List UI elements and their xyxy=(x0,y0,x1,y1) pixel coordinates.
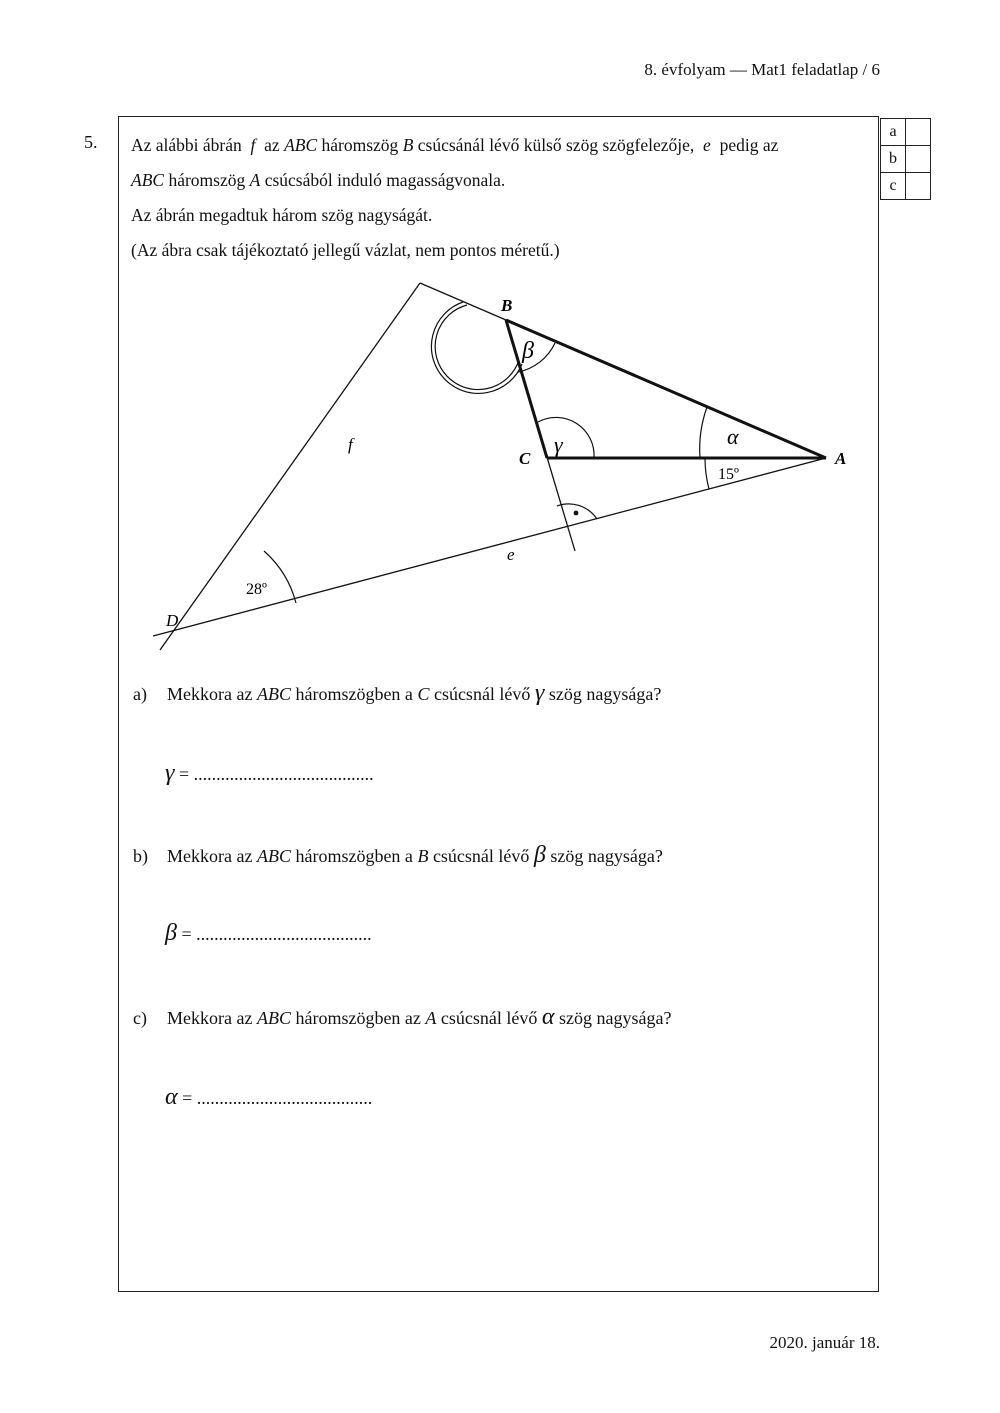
score-label-b: b xyxy=(881,146,906,173)
task-intro xyxy=(131,128,871,268)
page-footer: 2020. január 18. xyxy=(769,1333,880,1352)
label-C: C xyxy=(519,449,531,468)
label-alpha: α xyxy=(727,424,739,449)
score-cell-c[interactable] xyxy=(906,173,931,200)
label-angle-15: 15º xyxy=(718,466,739,483)
alpha-arc xyxy=(700,407,707,458)
intro-line-2: ABC háromszög A csúcsából induló magasságvonala. xyxy=(131,170,506,190)
line-f xyxy=(160,283,420,650)
score-cell-b[interactable] xyxy=(906,146,931,173)
angle-28-arc xyxy=(264,551,296,603)
label-f: f xyxy=(348,435,353,454)
question-a: a) Mekkora az ABC háromszögben a C csúcsnál lévő γ szög nagysága? xyxy=(133,680,662,706)
page-header: 8. évfolyam — Mat1 feladatlap / 6 xyxy=(644,60,880,79)
score-box xyxy=(880,118,931,200)
label-B: B xyxy=(501,296,513,315)
question-b: b) Mekkora az ABC háromszögben a B csúcsnál lévő β szög nagysága? xyxy=(133,842,663,868)
intro-line-4: (Az ábra csak tájékoztató jellegű vázlat, nem pontos méretű.) xyxy=(131,240,560,260)
label-e: e xyxy=(507,545,515,564)
answer-alpha[interactable]: α = ....................................... xyxy=(165,1084,373,1110)
label-D: D xyxy=(166,611,179,630)
right-angle-dot xyxy=(574,511,579,516)
line-e xyxy=(153,458,826,636)
intro-line-3: Az ábrán megadtuk három szög nagyságát. xyxy=(131,205,433,225)
label-A: A xyxy=(835,449,847,468)
question-c: c) Mekkora az ABC háromszögben az A csúcsnál lévő α szög nagysága? xyxy=(133,1004,672,1030)
label-angle-28: 28º xyxy=(246,581,267,598)
score-label-a: a xyxy=(881,119,906,146)
exterior-angle-arc-inner xyxy=(435,305,519,390)
intro-line-1: Az alábbi ábrán f az ABC háromszög B csúcsánál lévő külső szög szögfelezője, e pedig az xyxy=(131,135,779,155)
label-gamma: γ xyxy=(554,432,563,457)
line-ab-extension xyxy=(420,283,506,320)
task-number: 5. xyxy=(84,132,98,152)
score-label-c: c xyxy=(881,173,906,200)
answer-gamma[interactable]: γ = ........................................ xyxy=(165,760,374,786)
exterior-angle-arc xyxy=(431,302,522,393)
answer-beta[interactable]: β = ....................................... xyxy=(165,920,372,946)
geometry-figure xyxy=(140,270,860,670)
angle-15-arc xyxy=(705,458,709,489)
score-cell-a[interactable] xyxy=(906,119,931,146)
label-beta: β xyxy=(522,338,534,364)
